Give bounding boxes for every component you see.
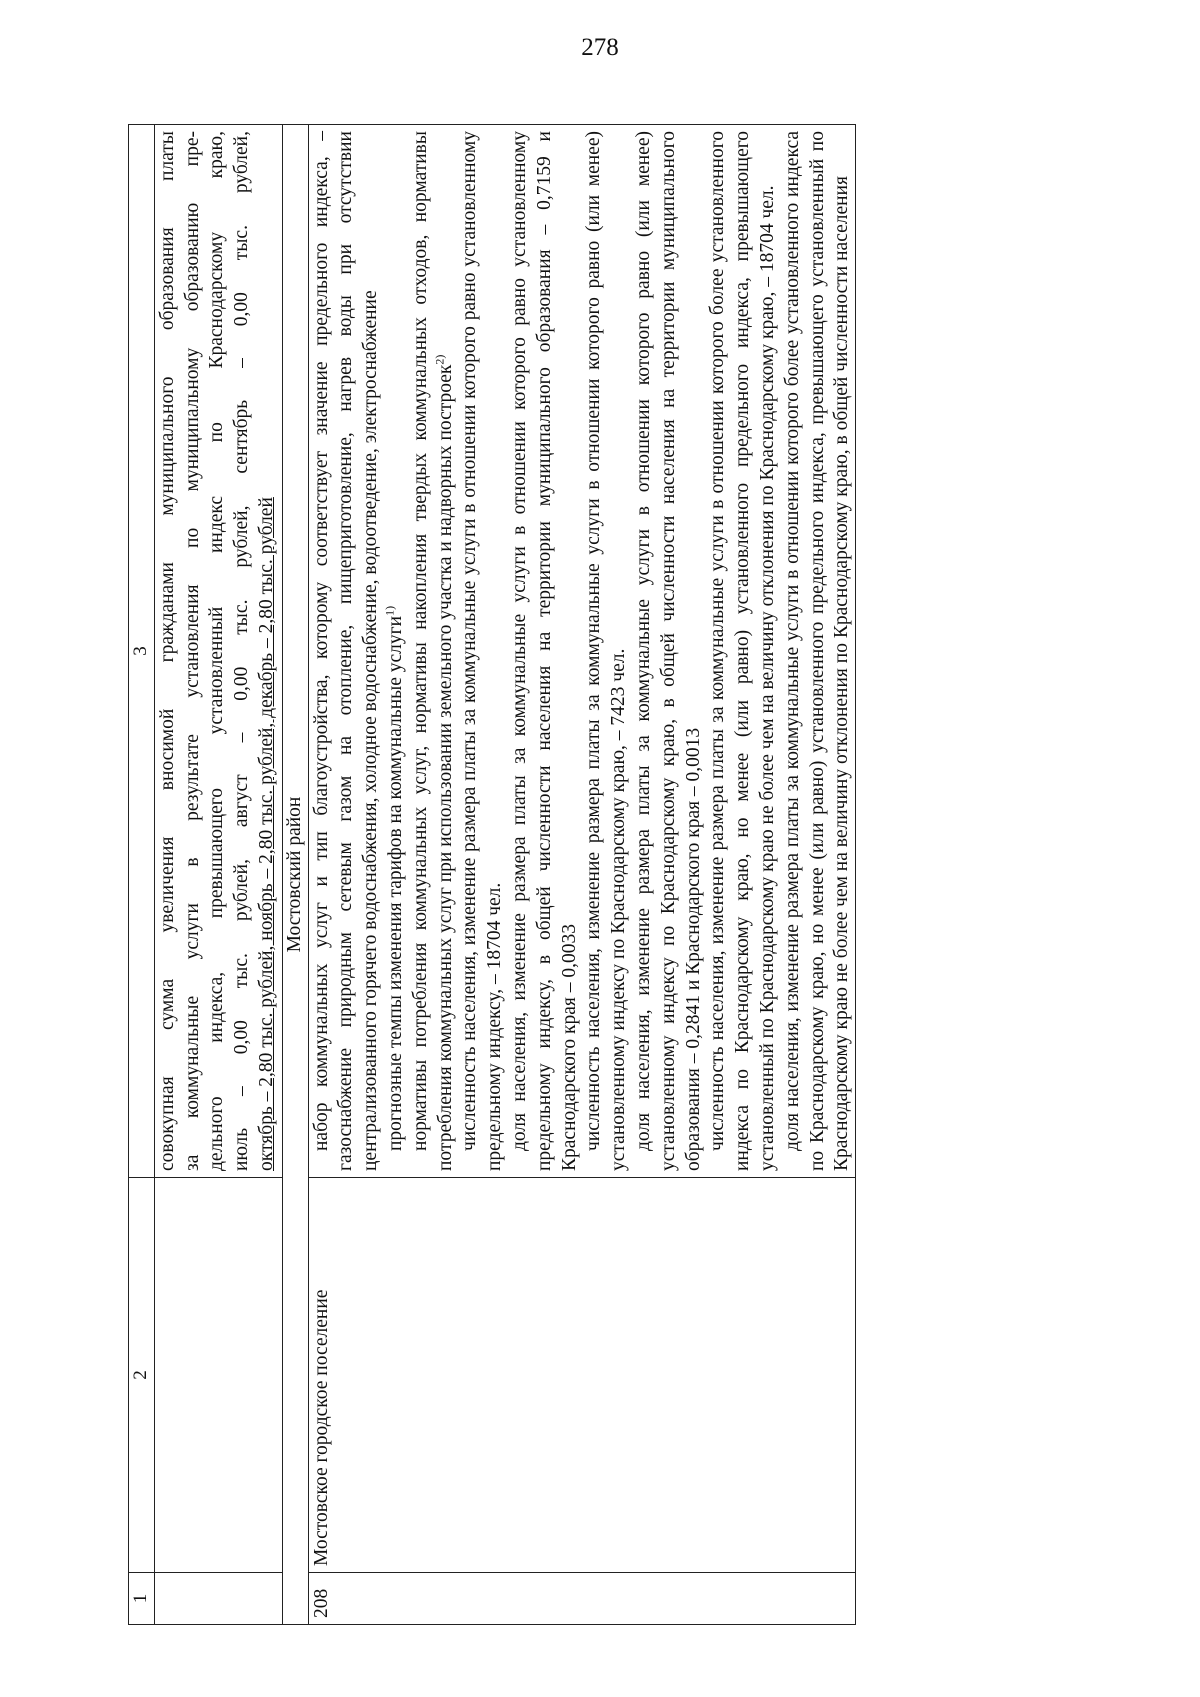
- page-number: 278: [581, 34, 619, 61]
- footnote-2-ref: 2): [432, 354, 447, 365]
- table-header-row: [129, 125, 155, 1625]
- detail-population-less: численность населения, изменение размера платы за коммунальные услуги в отношении которого равно (или менее) установленному индексу по Краснодарскому краю, – 7423 чел.: [583, 131, 630, 1171]
- region-row: [282, 125, 308, 1625]
- continued-line-5: октябрь – 2,80 тыс. рублей, ноябрь – 2,80 тыс. рублей, декабрь – 2,80 тыс. рублей: [255, 497, 277, 1171]
- detail-tariff-rates-text: прогнозные темпы изменения тарифов на коммунальные услуги: [384, 615, 406, 1151]
- row-details: [308, 125, 856, 1178]
- row-number: 208: [308, 1573, 856, 1625]
- header-col-2: 2: [129, 1178, 155, 1573]
- detail-share-more: доля населения, изменение размера платы за коммунальные услуги в отношении которого более установленного индекса по Краснодарскому краю, но менее (или равно) установленного предельного индекса, превышающего установленный по Краснодарскому краю не более чем на величину отклонения по Краснодарскому краю, в общей численности населения: [781, 131, 853, 1171]
- continued-line-1: совокупная сумма увеличения вносимой гражданами муниципального образования платы: [156, 131, 178, 1171]
- continued-settlement-cell: [154, 1178, 282, 1573]
- detail-consumption-norms-text: нормативы потребления коммунальных услуг, нормативы накопления твердых коммунальных отходов, нормативы потребления коммунальных услуг при использовании земельного участка и надворных построек: [409, 131, 456, 1171]
- region-name: Мостовский район: [282, 125, 308, 1625]
- header-col-3: 3: [129, 125, 155, 1178]
- continued-line-3: дельного индекса, превышающего установленный индекс по Краснодарскому краю,: [206, 131, 228, 1171]
- header-col-1: 1: [129, 1573, 155, 1625]
- continued-number-cell: [154, 1573, 282, 1625]
- table-row-continued: [154, 125, 282, 1625]
- detail-population-equal: численность населения, изменение размера платы за коммунальные услуги в отношении которого равно установленному предельному индексу, – 18704 чел.: [459, 131, 506, 1171]
- continued-line-2: за коммунальные услуги в результате установления по муниципальному образованию пре-: [181, 131, 203, 1171]
- rotated-table-container: [128, 125, 1088, 1625]
- detail-set-of-services: набор коммунальных услуг и тип благоустройства, которому соответствует значение предельного индекса, – газоснабжение природным сетевым газом на отопление, пищеприготовление, нагрев воды при отсутствии централизованного горячего водоснабжения, холодное водоснабжение, водоотведение, электроснабжение: [310, 131, 382, 1171]
- detail-consumption-norms: [409, 131, 459, 1171]
- detail-tariff-rates: [384, 131, 409, 1171]
- detail-population-more: численность населения, изменение размера платы за коммунальные услуги в отношении которого более установленного индекса по Краснодарскому краю, но менее (или равно) установленного предельного индекса, превышающего установленный по Краснодарскому краю не более чем на величину отклонения по Краснодарскому краю, – 18704 чел.: [707, 131, 778, 1171]
- row-settlement: Мостовское городское поселение: [308, 1178, 856, 1573]
- data-table: [128, 124, 856, 1625]
- table-row: [308, 125, 856, 1625]
- detail-share-less: доля населения, изменение размера платы за коммунальные услуги в отношении которого равно (или менее) установленному индексу по Краснодарскому краю, в общей численности населения на территории муниципального образования – 0,2841 и Краснодарского края – 0,0013: [632, 131, 704, 1171]
- detail-share-equal: доля населения, изменение размера платы за коммунальные услуги в отношении которого равно установленному предельному индексу, в общей численности населения на территории муниципального образования – 0,7159 и Краснодарского края – 0,0033: [508, 131, 580, 1171]
- footnote-1-ref: 1): [382, 605, 397, 616]
- continued-text-cell: [154, 125, 282, 1178]
- continued-line-4: июль – 0,00 тыс. рублей, август – 0,00 тыс. рублей, сентябрь – 0,00 тыс. рублей,: [231, 131, 253, 1171]
